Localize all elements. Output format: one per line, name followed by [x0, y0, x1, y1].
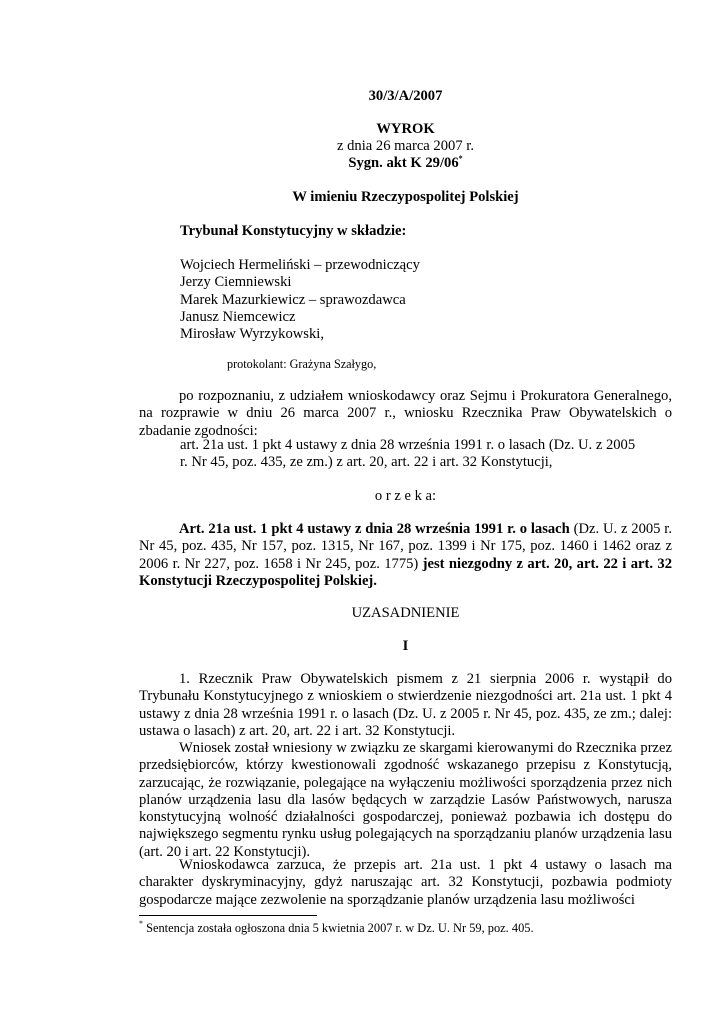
member-line: Marek Mazurkiewicz – sprawozdawca: [180, 291, 406, 308]
justification-paragraph: 1. Rzecznik Praw Obywatelskich pismem z 21 sierpnia 2006 r. wystąpił do Trybunału Konstytucyjnego z wnioskiem o stwierdzenie niezgodności art. 21a ust. 1 pkt 4 ustawy z dnia 28 września 1991 r. o lasach (Dz. U. z 2005 r. Nr 45, poz. 435, ze zm.; dalej: ustawa o lasach) z art. 20, art. 22 i art. 32 Konstytucji.: [139, 671, 672, 739]
footnote-mark: *: [139, 919, 143, 928]
footnote-reference: *: [458, 154, 463, 163]
justification-paragraph: Wniosek został wniesiony w związku ze skargami kierowanymi do Rzecznika przez przedsiębiorców, którzy kwestionowali zgodność wskazanego przepisu z Konstytucją, zarzucając, że rozwiązanie, polegające na wyłączeniu możliwości sporządzenia przez nich planów urządzenia lasu dla lasów będących w zarządzie Lasów Państwowych, narusza konstytucyjną wolność działalności gospodarczej, ponieważ pozbawia ich dostępu do największego segmentu rynku usług polegających na sporządzaniu planów urządzenia lasu (art. 20 i art. 22 Konstytucji).: [139, 740, 672, 860]
footnote-separator: [139, 915, 317, 916]
member-line: Mirosław Wyrzykowski,: [180, 326, 324, 343]
justification-heading: UZASADNIENIE: [351, 605, 460, 621]
section-number: I: [402, 638, 409, 654]
review-subject-line2: r. Nr 45, poz. 435, ze zm.) z art. 20, art. 22 i art. 32 Konstytucji,: [180, 454, 553, 470]
document-title: WYROK: [376, 121, 435, 137]
ruling-citation: (Dz. U. z 2005 r. Nr 45, poz. 435, Nr 157, poz. 1315, Nr 167, poz. 1399 i Nr 175, poz. 1460 i 1462 oraz z 2006 r. Nr 227, poz. 1658 i Nr 245, poz. 1775): [139, 521, 672, 572]
ruling-provision: Art. 21a ust. 1 pkt 4 ustawy z dnia 28 września 1991 r. o lasach: [179, 521, 570, 537]
case-signature: [139, 155, 672, 172]
justification-paragraph: Wnioskodawca zarzuca, że przepis art. 21a ust. 1 pkt 4 ustawy o lasach ma charakter dyskryminacyjny, gdyż naruszając art. 32 Konstytucji, pozbawia podmioty gospodarcze mające zezwolenie na sporządzanie planów urządzenia lasu możliwości: [139, 857, 672, 908]
ruling-label: o r z e k a:: [374, 488, 437, 504]
tribunal-heading: Trybunał Konstytucyjny w składzie:: [180, 223, 407, 239]
in-the-name-heading: W imieniu Rzeczypospolitej Polskiej: [292, 189, 519, 205]
member-line: Janusz Niemcewicz: [180, 308, 296, 325]
member-line: Jerzy Ciemniewski: [180, 274, 292, 291]
ruling-verdict: jest niezgodny z art. 20, art. 22 i art. 32 Konstytucji Rzeczypospolitej Polskiej.: [139, 555, 672, 589]
ruling-text: [139, 521, 672, 590]
document-number: 30/3/A/2007: [368, 88, 443, 104]
footnote: [139, 920, 534, 937]
case-signature-text: Sygn. akt K 29/06: [348, 155, 459, 171]
footnote-text: Sentencja została ogłoszona dnia 5 kwietnia 2007 r. w Dz. U. Nr 59, poz. 405.: [143, 921, 534, 935]
consideration-intro: po rozpoznaniu, z udziałem wnioskodawcy oraz Sejmu i Prokuratora Generalnego, na rozprawie w dniu 26 marca 2007 r., wniosku Rzecznika Praw Obywatelskich o zbadanie zgodności:: [139, 388, 672, 439]
member-line: Wojciech Hermeliński – przewodniczący: [180, 257, 420, 273]
court-clerk: protokolant: Grażyna Szałygo,: [227, 357, 377, 371]
review-subject-line1: art. 21a ust. 1 pkt 4 ustawy z dnia 28 września 1991 r. o lasach (Dz. U. z 2005: [180, 437, 636, 453]
judgment-date: z dnia 26 marca 2007 r.: [337, 138, 474, 154]
tribunal-members: [180, 257, 660, 343]
